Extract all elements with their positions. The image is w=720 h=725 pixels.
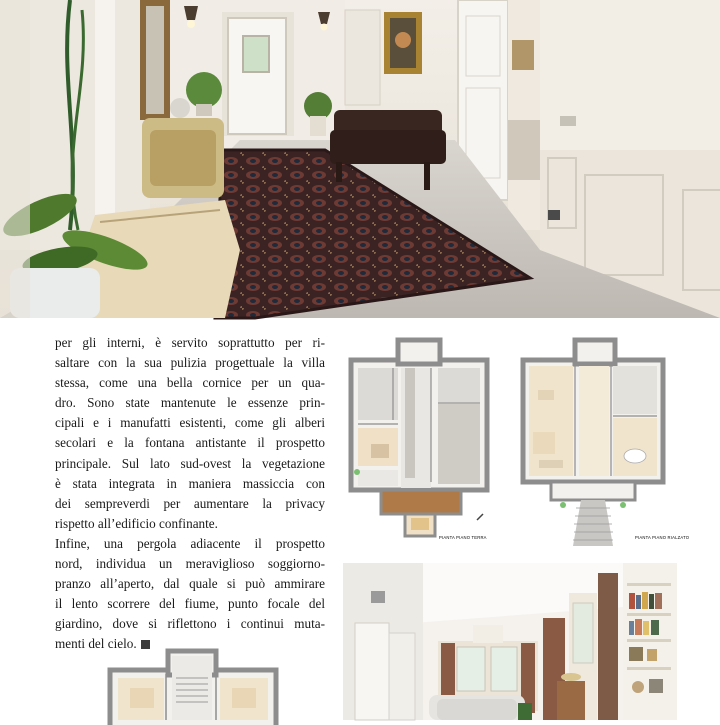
article-line: principale. Sul lato sud-ovest la vegetazione — [55, 455, 325, 471]
floor-plans-drawing — [343, 332, 690, 554]
article-line: pranzo all’aperto, dal quale si può ammirare — [55, 576, 325, 592]
article-line: è stata integrata in maniera massiccia con — [55, 475, 325, 491]
floor-plans-panel — [343, 332, 690, 554]
article-line: secolari e la fontana antistante il prospetto — [55, 435, 325, 451]
article-line: rispetto all’edificio confinante. — [55, 515, 218, 531]
article-body — [55, 333, 325, 655]
article-line: dei sempreverdi per aumentare la privacy — [55, 495, 325, 511]
article-line: stessa, come una bella cornice per un qua- — [55, 375, 325, 391]
hallway-photo-illustration — [0, 0, 720, 318]
ground-floor-plan — [351, 340, 487, 540]
article-line: Infine, una pergola adiacente il prospetto — [55, 535, 325, 551]
first-floor-caption: PIANTA PIANO RIALZATO — [635, 535, 690, 540]
article-line: nord, individua un meraviglioso soggiorno- — [55, 556, 325, 572]
living-room-photo — [343, 563, 677, 720]
first-floor-plan — [523, 340, 690, 546]
article-line: il lento scorrere del fiume, punto focale del — [55, 596, 325, 612]
article-line: per gli interni, è servito soprattutto per ri- — [55, 335, 325, 350]
article-line: cipali e i manufatti esistenti, come gli alberi — [55, 415, 325, 431]
upper-floor-plan — [108, 648, 278, 720]
article-line: saltare con la sua pulizia progettuale la villa — [55, 355, 325, 371]
upper-floor-plan-drawing — [108, 648, 278, 720]
article-line: dro. Sono state mantenute le essenze prin- — [55, 395, 325, 411]
hallway-photo — [0, 0, 720, 318]
living-room-illustration — [343, 563, 677, 720]
ground-floor-caption: PIANTA PIANO TERRA — [439, 535, 487, 540]
article-line: giardino, dove si riflettono i continui muta- — [55, 616, 325, 632]
article-line: menti del cielo. — [55, 636, 137, 652]
